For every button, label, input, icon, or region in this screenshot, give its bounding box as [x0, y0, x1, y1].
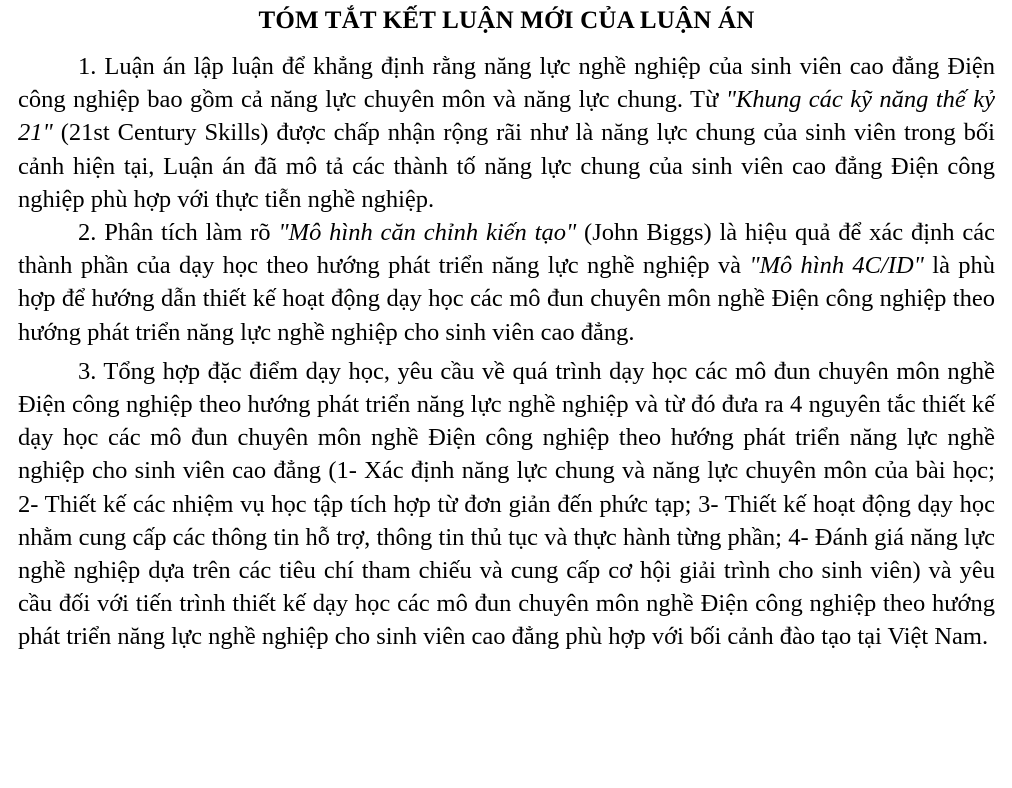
conclusion-paragraph-1	[18, 50, 995, 216]
p2-text-a: 2. Phân tích làm rõ	[78, 219, 279, 247]
p2-text-c: là phù hợp để hướng dẫn thiết kế hoạt động dạy học các mô đun chuyên môn nghề Điện công nghiệp theo hướng phát triển năng lực nghề nghiệp cho sinh viên cao đẳng.	[18, 252, 996, 346]
p1-italic-framework: "Khung các kỹ năng thế kỷ 21"	[18, 86, 995, 147]
p1-text-a: 1. Luận án lập luận để khẳng định rằng năng lực nghề nghiệp của sinh viên cao đẳng Điện công nghiệp bao gồm cả năng lực chuyên môn và năng lực chung. Từ	[18, 53, 995, 114]
conclusion-paragraph-2	[18, 216, 995, 349]
p2-text-b: (John Biggs) là hiệu quả để xác định các thành phần của dạy học theo hướng phát triển năng lực nghề nghiệp và	[18, 219, 995, 280]
conclusion-paragraph-3: 3. Tổng hợp đặc điểm dạy học, yêu cầu về quá trình dạy học các mô đun chuyên môn nghề Điện công nghiệp theo hướng phát triển năng lực nghề nghiệp và từ đó đưa ra 4 nguyên tắc thiết kế dạy học các mô đun chuyên môn nghề Điện công nghiệp theo hướng phát triển năng lực nghề nghiệp cho sinh viên cao đẳng (1- Xác định năng lực chung và năng lực chuyên môn của bài học; 2- Thiết kế các nhiệm vụ học tập tích hợp từ đơn giản đến phức tạp; 3- Thiết kế hoạt động dạy học nhằm cung cấp các thông tin hỗ trợ, thông tin thủ tục và thực hành từng phần; 4- Đánh giá năng lực nghề nghiệp dựa trên các tiêu chí tham chiếu và cung cấp cơ hội giải trình cho sinh viên) và yêu cầu đối với tiến trình thiết kế dạy học các mô đun chuyên môn nghề Điện công nghiệp theo hướng phát triển năng lực nghề nghiệp cho sinh viên cao đẳng phù hợp với bối cảnh đào tạo tại Việt Nam.	[18, 357, 995, 651]
p1-text-b: (21st Century Skills) được chấp nhận rộng rãi như là năng lực chung của sinh viên trong bối cảnh hiện tại, Luận án đã mô tả các thành tố năng lực chung của sinh viên cao đẳng Điện công nghiệp phù hợp với thực tiễn nghề nghiệp.	[18, 119, 995, 213]
p2-italic-4cid-model: "Mô hình 4C/ID"	[749, 252, 924, 280]
p2-italic-biggs-model: "Mô hình căn chỉnh kiến tạo"	[278, 219, 577, 247]
document-title: TÓM TẮT KẾT LUẬN MỚI CỦA LUẬN ÁN	[258, 7, 755, 34]
